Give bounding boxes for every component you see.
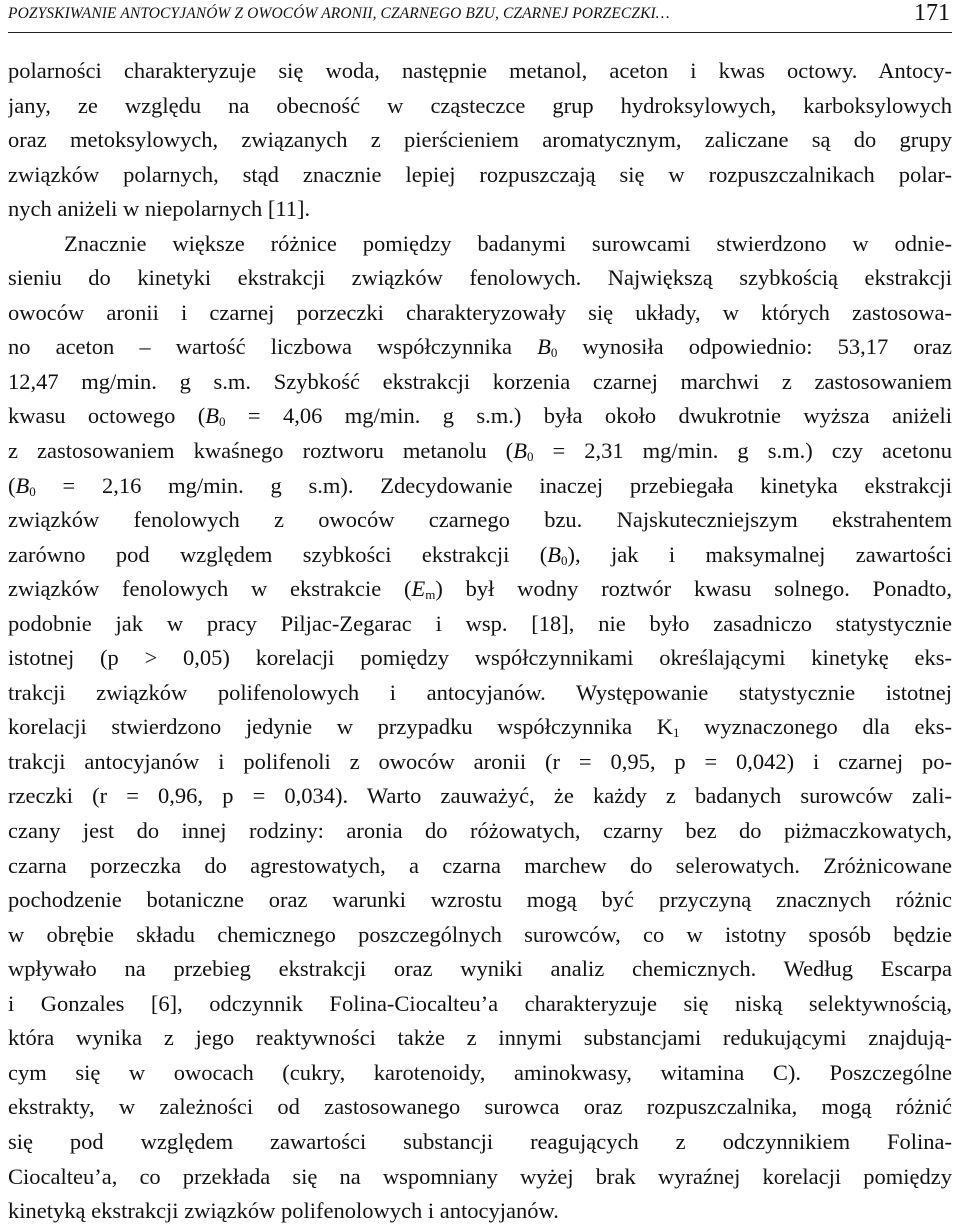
symbol: B xyxy=(547,541,561,567)
line-text: cym się w owocach (cukry, karotenoidy, aminokwasy, witamina C). Poszczególne xyxy=(8,1059,952,1085)
line-text: wpływało na przebieg ekstrakcji oraz wyniki analiz chemicznych. Według Escarpa xyxy=(8,956,952,982)
subscript: 0 xyxy=(29,483,36,499)
text-line xyxy=(8,538,952,573)
text-line xyxy=(8,261,952,296)
subscript: 1 xyxy=(673,725,680,741)
line-text: związków fenolowych w ekstrakcie ( xyxy=(8,576,412,602)
text-line xyxy=(8,987,952,1022)
subscript: 0 xyxy=(550,345,558,361)
line-text: istotnej (p > 0,05) korelacji pomiędzy współczynnikami określającymi kinetykę eks- xyxy=(8,645,952,671)
body-text xyxy=(8,54,952,1229)
line-text: Znacznie większe różnice pomiędzy badanymi surowcami stwierdzono w odnie- xyxy=(64,230,952,256)
text-line xyxy=(8,54,952,89)
subscript: m xyxy=(425,587,436,603)
text-line xyxy=(8,883,952,918)
running-header xyxy=(8,0,952,33)
text-line xyxy=(8,745,952,780)
line-text: czany jest do innej rodziny: aronia do różowatych, czarny bez do piżmaczkowatych, xyxy=(8,818,952,844)
text-line xyxy=(8,192,952,227)
line-text: kinetyką ekstrakcji związków polifenolowych i antocyjanów. xyxy=(8,1198,559,1224)
text-line xyxy=(8,89,952,124)
text-line xyxy=(8,918,952,953)
line-text: = 2,16 mg/min. g s.m). Zdecydowanie inaczej przebiegała kinetyka ekstrakcji xyxy=(35,472,952,498)
text-line xyxy=(8,710,952,745)
running-title: POZYSKIWANIE ANTOCYJANÓW Z OWOCÓW ARONII, CZARNEGO BZU, CZARNEJ PORZECZKI… xyxy=(8,5,670,22)
text-line xyxy=(8,469,952,504)
text-line xyxy=(8,1125,952,1160)
line-text: = 4,06 mg/min. g s.m.) była około dwukrotnie wyższa aniżeli xyxy=(225,403,952,429)
text-line xyxy=(8,952,952,987)
text-line xyxy=(8,1160,952,1195)
line-text: wyznaczonego dla eks- xyxy=(679,714,952,740)
symbol: B xyxy=(15,472,30,498)
symbol: B xyxy=(205,403,219,429)
text-line xyxy=(8,158,952,193)
subscript: 0 xyxy=(526,449,534,465)
subscript: 0 xyxy=(219,414,226,430)
line-text: Ciocalteu’a, co przekłada się na wspomniany wyżej brak wyraźnej korelacji pomiędzy xyxy=(8,1163,952,1189)
line-text: ekstrakty, w zależności od zastosowanego surowca oraz rozpuszczalnika, mogą różnić xyxy=(8,1094,952,1120)
text-line xyxy=(8,1021,952,1056)
text-line xyxy=(8,641,952,676)
line-text: kwasu octowego ( xyxy=(8,403,206,429)
line-text: się pod względem zawartości substancji reagujących z odczynnikiem Folina- xyxy=(8,1128,952,1154)
page-number: 171 xyxy=(914,0,950,26)
symbol: B xyxy=(513,438,527,464)
text-line xyxy=(8,779,952,814)
line-text: trakcji związków polifenolowych i antocyjanów. Występowanie statystycznie istotnej xyxy=(8,679,952,705)
line-text: jany, ze względu na obecność w cząsteczce grup hydroksylowych, karboksylowych xyxy=(8,92,952,118)
line-text: zarówno pod względem szybkości ekstrakcji ( xyxy=(8,541,548,567)
page xyxy=(8,0,952,1224)
line-text: trakcji antocyjanów i polifenoli z owoców aronii (r = 0,95, p = 0,042) i czarnej po- xyxy=(8,748,952,774)
text-line xyxy=(8,123,952,158)
line-text: czarna porzeczka do agrestowatych, a czarna marchew do selerowatych. Zróżnicowane xyxy=(8,852,952,878)
line-text: pochodzenie botaniczne oraz warunki wzrostu mogą być przyczyną znacznych różnic xyxy=(8,887,952,913)
line-text: no aceton – wartość liczbowa współczynnika xyxy=(8,334,538,360)
line-text: związków fenolowych z owoców czarnego bzu. Najskuteczniejszym ekstrahentem xyxy=(8,507,952,533)
line-text: oraz metoksylowych, związanych z pierścieniem aromatycznym, zaliczane są do grupy xyxy=(8,127,952,153)
line-text: rzeczki (r = 0,96, p = 0,034). Warto zauważyć, że każdy z badanych surowców zali- xyxy=(8,783,952,809)
line-text: 12,47 mg/min. g s.m. Szybkość ekstrakcji korzenia czarnej marchwi z zastosowaniem xyxy=(8,368,952,394)
line-text: ( xyxy=(8,472,16,498)
symbol: B xyxy=(537,334,551,360)
line-text: która wynika z jego reaktywności także z innymi substancjami redukującymi znajdują- xyxy=(8,1025,952,1051)
line-text: nych aniżeli w niepolarnych [11]. xyxy=(8,196,311,222)
text-line xyxy=(8,296,952,331)
text-line xyxy=(8,399,952,434)
line-text: polarności charakteryzuje się woda, następnie metanol, aceton i kwas octowy. Antocy- xyxy=(8,58,952,83)
text-line xyxy=(8,572,952,607)
line-text: = 2,31 mg/min. g s.m.) czy acetonu xyxy=(533,438,952,464)
text-line xyxy=(8,365,952,400)
text-line xyxy=(8,1194,952,1229)
text-line xyxy=(8,1090,952,1125)
line-text: związków polarnych, stąd znacznie lepiej rozpuszczają się w rozpuszczalnikach polar- xyxy=(8,161,952,187)
text-line xyxy=(8,434,952,469)
line-text: w obrębie składu chemicznego poszczególnych surowców, co w istotny sposób będzie xyxy=(8,921,952,947)
line-text: podobnie jak w pracy Piljac-Zegarac i wsp. [18], nie było zasadniczo statystycznie xyxy=(8,610,952,636)
text-line xyxy=(8,676,952,711)
text-line xyxy=(8,227,952,262)
text-line xyxy=(8,607,952,642)
line-text: ), jak i maksymalnej zawartości xyxy=(567,541,952,567)
line-text: korelacji stwierdzono jedynie w przypadku współczynnika K xyxy=(8,714,674,740)
line-text: owoców aronii i czarnej porzeczki charakteryzowały się układy, w których zastosowa- xyxy=(8,299,952,325)
line-text: ) był wodny roztwór kwasu solnego. Ponadto, xyxy=(435,576,952,602)
line-text: i Gonzales [6], odczynnik Folina-Ciocalteu’a charakteryzuje się niską selektywnością, xyxy=(8,990,952,1016)
text-line xyxy=(8,1056,952,1091)
line-text: wynosiła odpowiednio: 53,17 oraz xyxy=(557,334,952,360)
line-text: z zastosowaniem kwaśnego roztworu metanolu ( xyxy=(8,438,514,464)
symbol: E xyxy=(411,576,426,602)
text-line xyxy=(8,814,952,849)
text-line xyxy=(8,503,952,538)
subscript: 0 xyxy=(560,552,568,568)
line-text: sieniu do kinetyki ekstrakcji związków fenolowych. Największą szybkością ekstrakcji xyxy=(8,265,952,291)
text-line xyxy=(8,330,952,365)
text-line xyxy=(8,849,952,884)
